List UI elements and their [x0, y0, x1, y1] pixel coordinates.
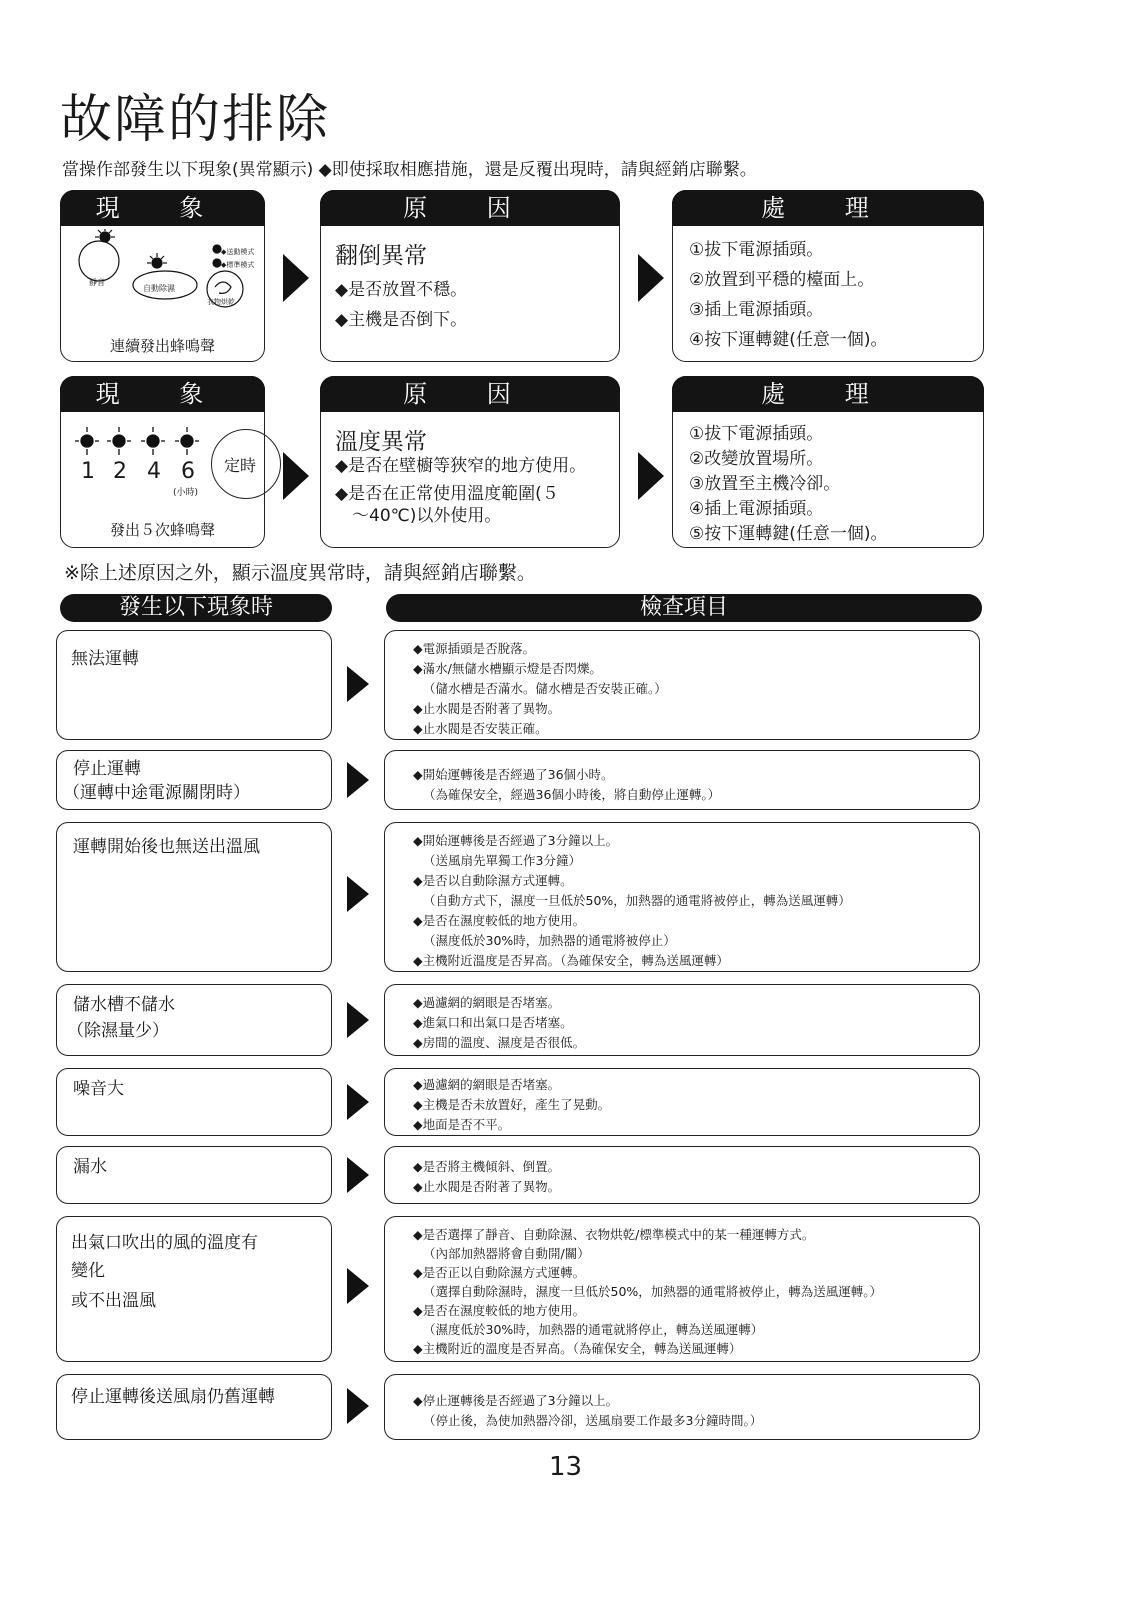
action-box-1: [672, 190, 984, 362]
page-number: 13: [548, 1452, 583, 1482]
cause-title-2: 溫度異常: [335, 429, 427, 455]
check-line: （選擇自動除濕時，濕度一旦低於50%，加熱器的通電將被停止，轉為送風運轉。）: [423, 1284, 883, 1299]
cause-line: ◆主機是否倒下。: [335, 310, 468, 330]
cause-header: 原 因: [320, 190, 620, 226]
arrow-icon: [347, 1084, 369, 1120]
action-step: ②放置到平穩的檯面上。: [689, 270, 875, 290]
symptom-box-1: [60, 190, 265, 362]
timer-lamps-icon: [69, 425, 219, 457]
problem-box: [56, 750, 332, 810]
note-text: ※除上述原因之外，顯示溫度異常時，請與經銷店聯繫。: [64, 562, 536, 584]
check-line: ◆是否以自動除濕方式運轉。: [413, 873, 573, 888]
timer-label: 定時: [224, 456, 257, 475]
check-line: ◆過濾網的網眼是否堵塞。: [413, 995, 561, 1010]
check-line: （濕度低於30%時，加熱器的通電就將停止，轉為送風運轉）: [423, 1322, 764, 1337]
timer-4: 4: [147, 459, 161, 484]
problem-box: [56, 984, 332, 1056]
icon-label-mode: ◆送動模式: [221, 248, 255, 256]
arrow-icon: [347, 1268, 369, 1304]
problem-label: 噪音大: [73, 1079, 124, 1099]
symptom-header: 現 象: [60, 190, 265, 226]
arrow-icon: [347, 1157, 369, 1193]
check-box: [384, 1216, 980, 1362]
check-line: （為確保安全，經過36個小時後，將自動停止運轉。）: [423, 787, 721, 802]
check-box: [384, 630, 980, 740]
arrow-icon: [283, 452, 309, 500]
section-header-checks: 檢查項目: [386, 594, 982, 622]
arrow-icon: [347, 666, 369, 702]
problem-label: 無法運轉: [71, 649, 139, 669]
icon-label-auto: 自動除濕: [143, 284, 175, 293]
check-line: （自動方式下，濕度一旦低於50%，加熱器的通電將被停止，轉為送風運轉）: [423, 893, 851, 908]
timer-1: 1: [81, 459, 95, 484]
cause-header: 原 因: [320, 376, 620, 412]
icon-label-mode2: ◆標準模式: [221, 261, 255, 269]
check-line: ◆房間的溫度、濕度是否很低。: [413, 1035, 586, 1050]
arrow-icon: [347, 876, 369, 912]
action-step: ④插上電源插頭。: [689, 499, 824, 519]
check-box: [384, 822, 980, 972]
check-line: ◆開始運轉後是否經過了3分鐘以上。: [413, 833, 619, 848]
cause-title-1: 翻倒異常: [335, 243, 427, 269]
check-line: ◆滿水/無儲水槽顯示燈是否閃爍。: [413, 661, 602, 676]
intro-text: 當操作部發生以下現象(異常顯示) ◆即使採取相應措施，還是反覆出現時，請與經銷店聯繫。: [62, 160, 757, 180]
cause-line: ◆是否在正常使用溫度範圍(５: [335, 484, 559, 504]
check-line: ◆進氣口和出氣口是否堵塞。: [413, 1015, 573, 1030]
action-step: ⑤按下運轉鍵(任意一個)。: [689, 524, 888, 544]
check-line: ◆是否在濕度較低的地方使用。: [413, 1303, 586, 1318]
check-line: （送風扇先單獨工作3分鐘）: [423, 853, 581, 868]
cause-line: ◆是否放置不穩。: [335, 280, 468, 300]
check-box: [384, 1374, 980, 1440]
problem-label: 或不出溫風: [71, 1291, 156, 1311]
problem-label: （除濕量少）: [67, 1021, 169, 1041]
arrow-icon: [283, 254, 309, 302]
check-line: （濕度低於30%時，加熱器的通電將被停止）: [423, 933, 676, 948]
arrow-icon: [638, 452, 664, 500]
check-line: ◆是否選擇了靜音、自動除濕、衣物烘乾/標準模式中的某一種運轉方式。: [413, 1227, 815, 1242]
action-header: 處 理: [672, 376, 984, 412]
symptom-header: 現 象: [60, 376, 265, 412]
check-line: ◆主機附近溫度是否昇高。（為確保安全，轉為送風運轉）: [413, 953, 729, 968]
action-box-2: [672, 376, 984, 548]
timer-6: 6: [181, 459, 195, 484]
check-box: [384, 750, 980, 810]
check-line: （儲水槽是否滿水。儲水槽是否安裝正確。）: [423, 681, 667, 696]
check-line: ◆開始運轉後是否經過了36個小時。: [413, 767, 614, 782]
cause-box-1: [320, 190, 620, 362]
problem-box: [56, 822, 332, 972]
check-line: （停止後，為使加熱器冷卻，送風扇要工作最多3分鐘時間。）: [423, 1413, 763, 1428]
icon-label-cloth: 衣物烘乾: [207, 298, 235, 306]
arrow-icon: [347, 1002, 369, 1038]
check-line: （內部加熱器將會自動開/關）: [423, 1246, 590, 1261]
action-step: ①拔下電源插頭。: [689, 240, 824, 260]
action-step: ③放置至主機冷卻。: [689, 474, 841, 494]
problem-box: [56, 1216, 332, 1362]
cause-box-2: [320, 376, 620, 548]
check-box: [384, 1068, 980, 1136]
problem-label: 停止運轉後送風扇仍舊運轉: [71, 1387, 275, 1407]
action-step: ①拔下電源插頭。: [689, 424, 824, 444]
check-line: ◆是否正以自動除濕方式運轉。: [413, 1265, 586, 1280]
arrow-icon: [638, 254, 664, 302]
symptom-caption-1: 連續發出蜂鳴聲: [109, 337, 215, 355]
problem-label: 漏水: [73, 1157, 107, 1177]
symptom-caption-2: 發出５次蜂鳴聲: [109, 521, 215, 539]
check-line: ◆止水閥是否附著了異物。: [413, 701, 561, 716]
action-step: ②改變放置場所。: [689, 449, 824, 469]
timer-2: 2: [113, 459, 127, 484]
check-box: [384, 1146, 980, 1204]
check-box: [384, 984, 980, 1056]
check-line: ◆過濾網的網眼是否堵塞。: [413, 1077, 561, 1092]
problem-label: 變化: [71, 1261, 105, 1281]
check-line: ◆停止運轉後是否經過了3分鐘以上。: [413, 1393, 619, 1408]
problem-box: [56, 1068, 332, 1136]
check-line: ◆地面是否不平。: [413, 1117, 511, 1132]
check-line: ◆止水閥是否安裝正確。: [413, 721, 548, 736]
check-line: ◆電源插頭是否脫落。: [413, 641, 536, 656]
check-line: ◆是否在濕度較低的地方使用。: [413, 913, 586, 928]
arrow-icon: [347, 762, 369, 798]
problem-label: 停止運轉: [73, 759, 141, 779]
arrow-icon: [347, 1388, 369, 1424]
check-line: ◆主機附近的溫度是否昇高。（為確保安全，轉為送風運轉）: [413, 1341, 742, 1356]
problem-box: [56, 1374, 332, 1440]
section-header-symptoms: 發生以下現象時: [60, 594, 332, 622]
check-line: ◆止水閥是否附著了異物。: [413, 1179, 561, 1194]
page-title: 故障的排除: [60, 90, 331, 150]
symptom-box-2: [60, 376, 265, 548]
problem-label: （運轉中途電源關閉時）: [63, 783, 250, 803]
check-line: ◆主機是否未放置好，產生了晃動。: [413, 1097, 611, 1112]
problem-label: 儲水槽不儲水: [73, 995, 175, 1015]
problem-label: 運轉開始後也無送出溫風: [73, 837, 260, 857]
action-header: 處 理: [672, 190, 984, 226]
cause-line: ◆是否在壁櫥等狹窄的地方使用。: [335, 456, 587, 476]
problem-box: [56, 630, 332, 740]
problem-label: 出氣口吹出的風的溫度有: [71, 1233, 258, 1253]
action-step: ④按下運轉鍵(任意一個)。: [689, 330, 888, 350]
timer-unit: (小時): [173, 488, 199, 498]
cause-line: ～40℃)以外使用。: [335, 506, 502, 526]
problem-box: [56, 1146, 332, 1204]
icon-label-quiet: 靜音: [89, 278, 105, 287]
check-line: ◆是否將主機傾斜、倒置。: [413, 1159, 561, 1174]
action-step: ③插上電源插頭。: [689, 300, 824, 320]
